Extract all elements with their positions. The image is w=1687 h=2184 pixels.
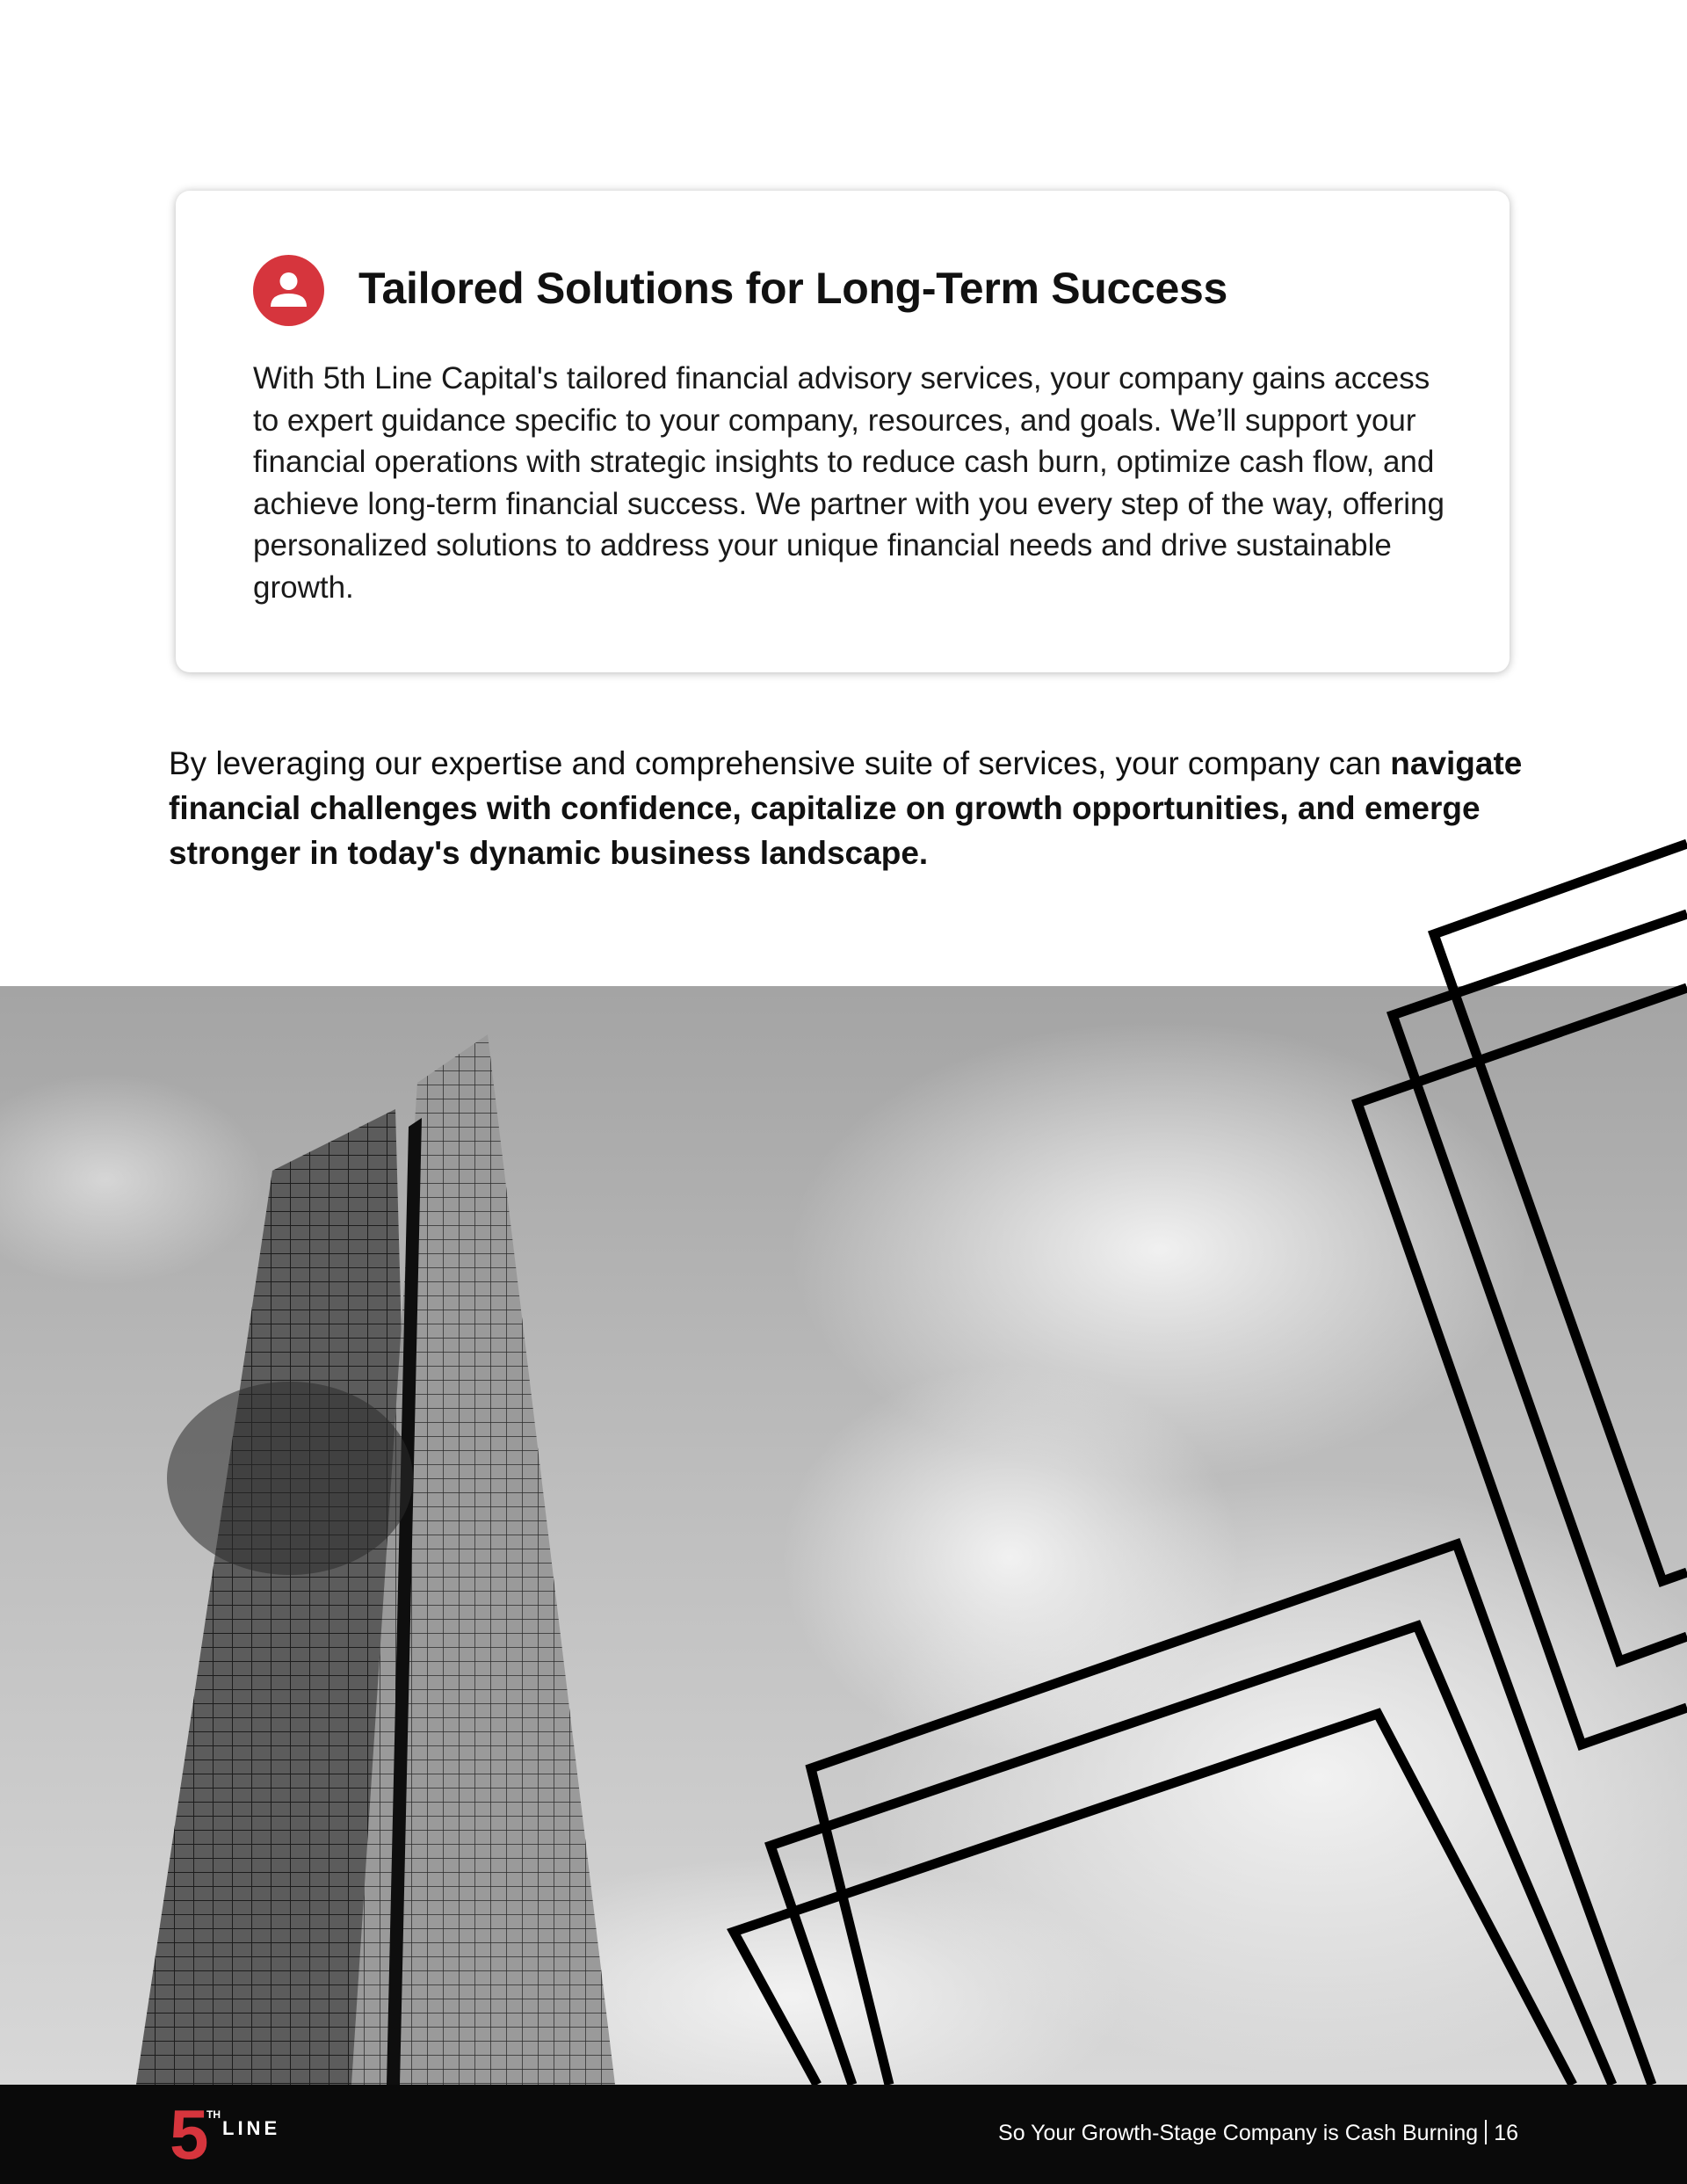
document-title: So Your Growth-Stage Company is Cash Burning (998, 2121, 1479, 2145)
logo-word: LINE (222, 2117, 281, 2139)
footer-divider (1485, 2120, 1487, 2144)
card-title: Tailored Solutions for Long-Term Success (358, 264, 1228, 313)
page-number: 16 (1494, 2121, 1518, 2145)
logo-superscript: TH (206, 2108, 221, 2121)
intro-emphasis: navigate financial challenges with confidence, capitalize on growth opportunities, and emerge stronger in today's dynamic business landscape. (169, 745, 1523, 871)
intro-lead: By leveraging our expertise and comprehensive suite of services, your company can (169, 745, 1381, 781)
footer-title-block (998, 2120, 1518, 2146)
page-footer (0, 2085, 1687, 2184)
logo-number: 5 (170, 2095, 209, 2173)
card-body: With 5th Line Capital's tailored financial advisory services, your company gains access to expert guidance specific to your company, resources, and goals. We’ll support your financial operations with strategic insights to reduce cash burn, optimize cash flow, and achieve long-term financial success. We partner with you every step of the way, offering personalized solutions to address your unique financial needs and drive sustainable growth. (253, 361, 1444, 605)
